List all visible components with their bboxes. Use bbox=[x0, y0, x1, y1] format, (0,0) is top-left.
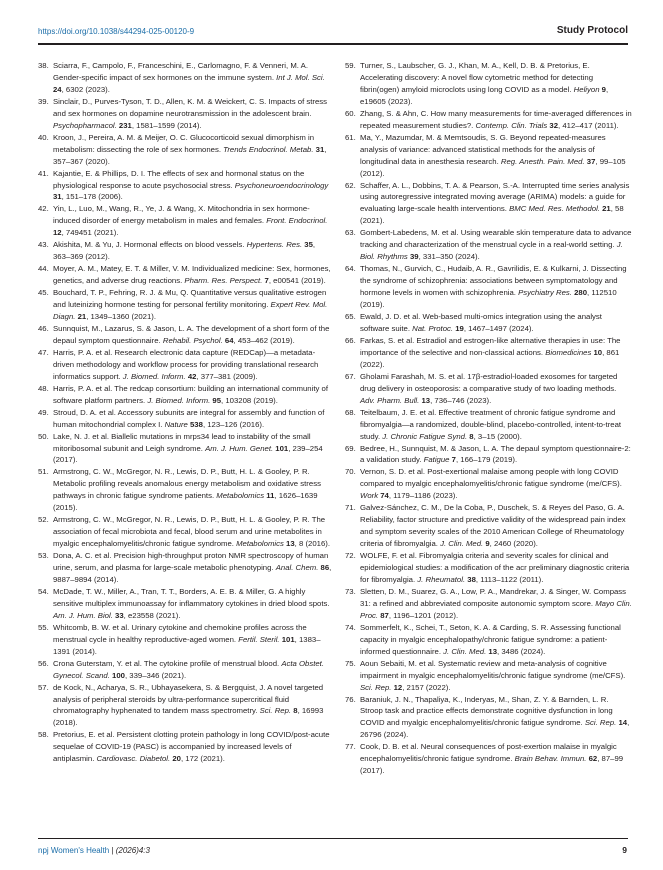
reference-volume: 7 bbox=[264, 276, 269, 286]
reference-pages: , 1383–1391 (2014). bbox=[53, 634, 321, 656]
reference-volume: 14 bbox=[618, 718, 628, 728]
reference-volume: 37 bbox=[586, 156, 596, 166]
reference-pages: , 166–179 (2019). bbox=[455, 455, 518, 465]
reference-volume: 31 bbox=[315, 144, 325, 154]
reference-text: Sciarra, F., Campolo, F., Franceschini, E., Carlomagno, F. & Venneri, M. A. Gender-specific impact of sex hormones on the immune system. bbox=[53, 61, 308, 82]
reference-number: 59. bbox=[345, 61, 356, 70]
reference-number: 65. bbox=[345, 312, 356, 322]
reference-number: 58. bbox=[38, 730, 49, 740]
reference-pages: , 26796 (2024). bbox=[360, 718, 630, 740]
reference-pages: , 339–346 (2021). bbox=[124, 670, 187, 680]
reference-volume: 31 bbox=[53, 192, 62, 202]
reference-journal: Expert Rev. Mol. Diagn. bbox=[53, 300, 328, 322]
reference-number: 60. bbox=[345, 108, 356, 118]
reference-volume: 21 bbox=[602, 204, 611, 214]
reference-item bbox=[38, 514, 334, 550]
reference-item bbox=[345, 60, 633, 108]
reference-journal: Metabolomics bbox=[236, 539, 284, 549]
reference-number: 68. bbox=[345, 407, 356, 417]
reference-item bbox=[38, 287, 334, 323]
reference-journal: Nat. Protoc. bbox=[412, 323, 454, 333]
reference-text: Ewald, J. D. et al. Web-based multi-omics integration using the analyst software suite. bbox=[360, 312, 602, 333]
footer bbox=[38, 846, 150, 855]
reference-text: Gholami Farashah, M. S. et al. 17β-estradiol-loaded exosomes for targeted drug delivery in osteoporosis: a comparative study of two loading methods. bbox=[360, 371, 618, 393]
reference-volume: 87 bbox=[380, 610, 389, 620]
reference-item bbox=[345, 658, 633, 694]
reference-journal: J. Clin. Med. bbox=[443, 646, 487, 656]
reference-volume: 12 bbox=[393, 682, 403, 692]
reference-pages: , 357–367 (2020). bbox=[53, 144, 327, 166]
reference-journal: Nature bbox=[164, 419, 188, 429]
reference-pages: , e00541 (2019). bbox=[268, 276, 326, 286]
reference-item bbox=[38, 431, 334, 467]
reference-text: Bouchard, T. P., Fehring, R. J. & Mu, Q. Quantitative versus qualitative estrogen and luteinizing hormone testing for personal fertility monitoring. bbox=[53, 288, 327, 310]
reference-volume: 11 bbox=[266, 491, 275, 501]
reference-number: 50. bbox=[38, 431, 49, 441]
reference-text: Ma, Y., Mazumdar, M. & Memtsoudis, S. G. Beyond repeated-measures analysis of variance: advanced statistical methods for the analysis of longitudinal data in anesthesia research. bbox=[360, 132, 606, 166]
reference-number: 63. bbox=[345, 228, 356, 238]
reference-journal: Psychiatry Res. bbox=[518, 288, 572, 298]
reference-pages: , 3–15 (2000). bbox=[473, 431, 522, 441]
reference-pages: , 9887–9894 (2014). bbox=[53, 563, 332, 584]
reference-volume: 13 bbox=[488, 646, 498, 656]
reference-item bbox=[38, 347, 334, 383]
reference-number: 48. bbox=[38, 383, 49, 393]
reference-text: Dona, A. C. et al. Precision high-throughput proton NMR spectroscopy of human urine, serum, and plasma for large-scale metabolic phenotyping. bbox=[53, 551, 329, 573]
reference-pages: , 453–462 (2019). bbox=[233, 335, 295, 345]
reference-journal: J. Biomed. Inform. bbox=[147, 395, 211, 405]
reference-volume: 33 bbox=[115, 610, 124, 620]
reference-text: McDade, T. W., Miller, A., Tran, T. T., Borders, A. E. B. & Miller, G. A highly sensitive multiplex immunoassay for inflammatory cytokines in dried blood spots. bbox=[53, 586, 330, 608]
reference-text: de Kock, N., Acharya, S. R., Ubhayasekera, S. & Bergquist, J. A novel targeted analysis of peripheral steroids by ultra-performance supercritical fluid chromatography hyphenated to tandem mass spectrometry. bbox=[53, 682, 324, 716]
reference-volume: 20 bbox=[172, 754, 181, 764]
reference-text: Zhang, S. & Ahn, C. How many measurements for time-averaged differences in repeated measurement studies?. bbox=[360, 108, 632, 130]
reference-pages: , 87–99 (2017). bbox=[360, 754, 624, 776]
reference-volume: 100 bbox=[112, 670, 125, 680]
reference-item bbox=[38, 60, 334, 96]
reference-volume: 38 bbox=[467, 574, 476, 584]
reference-journal: Biomedicines bbox=[545, 347, 592, 357]
reference-number: 55. bbox=[38, 622, 49, 632]
reference-journal: Trends Endocrinol. Metab. bbox=[223, 144, 314, 154]
reference-journal: Am. J. Hum. Biol. bbox=[53, 610, 113, 620]
reference-pages: , 749451 (2021). bbox=[61, 228, 119, 238]
reference-item bbox=[38, 203, 334, 239]
reference-number: 52. bbox=[38, 515, 49, 525]
reference-text: Sinclair, D., Purves-Tyson, T. D., Allen, K. M. & Weickert, C. S. Impacts of stress and sex hormones on dopamine neurotransmission in the adolescent brain. bbox=[53, 96, 328, 118]
reference-item bbox=[38, 323, 334, 347]
reference-journal: Pharm. Res. Perspect. bbox=[184, 276, 263, 286]
reference-journal: Hypertens. Res. bbox=[246, 240, 303, 250]
reference-journal: Heliyon bbox=[573, 84, 600, 94]
reference-journal: Anal. Chem. bbox=[275, 563, 319, 573]
reference-item bbox=[38, 682, 334, 730]
reference-pages: , e23558 (2021). bbox=[123, 610, 181, 620]
reference-volume: 8 bbox=[469, 431, 474, 441]
reference-volume: 12 bbox=[53, 228, 62, 238]
reference-pages: , 1626–1639 (2015). bbox=[53, 491, 318, 513]
reference-text: WOLFE, F. et al. Fibromyalgia criteria and severity scales for clinical and epidemiological studies: a modification of the acr preliminary diagnostic criteria for fibromyalgia. bbox=[360, 551, 630, 584]
reference-volume: 19 bbox=[455, 323, 464, 333]
reference-pages: , 8 (2016). bbox=[294, 539, 330, 549]
reference-number: 46. bbox=[38, 323, 49, 333]
reference-pages: , 239–254 (2017). bbox=[53, 443, 323, 465]
reference-item bbox=[38, 263, 334, 287]
reference-number: 49. bbox=[38, 407, 49, 417]
reference-text: Kajantie, E. & Phillips, D. I. The effects of sex and hormonal status on the physiological response to acute psychosocial stress. bbox=[53, 168, 305, 190]
reference-journal: Sci. Rep. bbox=[360, 682, 392, 692]
reference-pages: , 112510 (2019). bbox=[360, 288, 617, 310]
reference-volume: 231 bbox=[118, 120, 132, 130]
reference-journal: Acta Obstet. Gynecol. Scand. bbox=[53, 658, 324, 680]
reference-text: Turner, S., Laubscher, G. J., Khan, M. A., Kell, D. B. & Pretorius, E. Accelerating discovery: A novel flow cytometric method for detecting fibrin(ogen) amyloid microclots using long COVID as a model. bbox=[360, 61, 594, 94]
reference-text: Bedree, H., Sunnquist, M. & Jason, L. A. The depaul symptom questionnaire-2: a validation study. bbox=[360, 443, 631, 465]
reference-number: 75. bbox=[345, 658, 356, 668]
reference-journal: J. Biomed. Inform. bbox=[122, 371, 186, 381]
reference-item bbox=[38, 407, 334, 431]
reference-number: 72. bbox=[345, 551, 356, 561]
reference-volume: 86 bbox=[320, 563, 330, 573]
reference-text: Thomas, N., Gurvich, C., Hudaib, A. R., Gavrilidis, E. & Kulkarni, J. Dissecting the syndrome of schizophrenia: associations between symptomatology and hormone levels in women with schizophrenia. bbox=[360, 264, 627, 298]
references-left-column bbox=[38, 60, 334, 765]
reference-volume: 24 bbox=[53, 84, 62, 94]
footer-rule bbox=[38, 838, 628, 839]
reference-volume: 62 bbox=[588, 754, 598, 764]
reference-text: Farkas, S. et al. Estradiol and estrogen-like alternative therapies in use: The importance of the selective and non-classical actions. bbox=[360, 335, 621, 357]
reference-journal: Psychopharmacol. bbox=[53, 120, 117, 130]
reference-number: 45. bbox=[38, 288, 49, 298]
reference-volume: 7 bbox=[451, 455, 456, 465]
reference-journal: Sci. Rep. bbox=[259, 706, 292, 716]
reference-number: 77. bbox=[345, 742, 356, 752]
reference-journal: Work bbox=[360, 491, 379, 501]
reference-item bbox=[345, 466, 633, 502]
reference-volume: 35 bbox=[304, 240, 313, 250]
reference-item bbox=[345, 371, 633, 407]
header-rule bbox=[38, 43, 628, 45]
reference-text: Kroon, J., Pereira, A. M. & Meijer, O. C. Glucocorticoid sexual dimorphism in metabolism: dissecting the role of sex hormones. bbox=[53, 132, 315, 154]
reference-pages: , 123–126 (2016). bbox=[202, 419, 265, 429]
reference-journal: J. Clin. Med. bbox=[440, 539, 484, 549]
reference-pages: , 1349–1360 (2021). bbox=[86, 312, 156, 322]
reference-item bbox=[38, 383, 334, 407]
reference-volume: 42 bbox=[187, 371, 197, 381]
reference-pages: , 3486 (2024). bbox=[497, 646, 546, 656]
reference-text: Gombert-Labedens, M. et al. Using wearable skin temperature data to advance tracking and characterization of the menstrual cycle in a real-world setting. bbox=[360, 228, 632, 250]
reference-volume: 9 bbox=[485, 539, 490, 549]
reference-text: Pretorius, E. et al. Persistent clotting protein pathology in long COVID/post-acute sequelae of COVID-19 (PASC) is accompanied by increased levels of antiplasmin. bbox=[53, 730, 330, 764]
reference-number: 76. bbox=[345, 694, 356, 704]
reference-text: Yin, L., Luo, M., Wang, R., Ye, J. & Wang, X. Mitochondria in sex hormone-induced disorder of energy metabolism in males and females. bbox=[53, 204, 310, 226]
reference-pages: , 412–417 (2011). bbox=[558, 120, 619, 130]
reference-number: 41. bbox=[38, 168, 49, 178]
reference-text: Schaffer, A. L., Dobbins, T. A. & Pearson, S.-A. Interrupted time series analysis using autoregressive integrated moving average (ARIMA) models: a guide for evaluating large-scale health interventions. bbox=[360, 180, 630, 214]
doi-link[interactable]: https://doi.org/10.1038/s44294-025-00120-9 bbox=[38, 27, 195, 36]
reference-pages: , 331–350 (2024). bbox=[418, 252, 480, 262]
reference-text: Vernon, S. D. et al. Post-exertional malaise among people with long COVID compared to myalgic encephalomyelitis/chronic fatigue syndrome (me/CFS). bbox=[360, 467, 622, 489]
reference-text: Cook, D. B. et al. Neural consequences of post-exertion malaise in myalgic encephalomyelitis/chronic fatigue syndrome. bbox=[360, 742, 617, 764]
reference-number: 64. bbox=[345, 264, 356, 274]
reference-number: 44. bbox=[38, 264, 49, 274]
reference-item bbox=[345, 108, 633, 132]
reference-volume: 9 bbox=[601, 84, 606, 94]
reference-item bbox=[345, 586, 633, 622]
reference-text: Armstrong, C. W., McGregor, N. R., Lewis, D. P., Butt, H. L. & Gooley, P. R. The association of fecal microbiota and fecal, blood serum and urine metabolites in myalgic encephalomyelitis/chronic fatigue syndrome. bbox=[53, 515, 326, 549]
reference-pages: , 58 (2021). bbox=[360, 204, 624, 226]
reference-volume: 64 bbox=[224, 335, 234, 345]
reference-text: Sunnquist, M., Lazarus, S. & Jason, L. A. The development of a short form of the depaul symptom questionnaire. bbox=[53, 323, 330, 345]
reference-volume: 13 bbox=[286, 539, 295, 549]
reference-text: Moyer, A. M., Matey, E. T. & Miller, V. M. Individualized medicine: Sex, hormones, genetics, and adverse drug reactions. bbox=[53, 264, 331, 286]
reference-volume: 95 bbox=[212, 395, 222, 405]
reference-number: 43. bbox=[38, 240, 49, 250]
reference-item bbox=[38, 622, 334, 658]
reference-volume: 8 bbox=[293, 706, 298, 716]
reference-journal: Fertil. Steril. bbox=[238, 634, 280, 644]
reference-text: Aoun Sebaiti, M. et al. Systematic review and meta-analysis of cognitive impairment in myalgic encephalomyelitis/chronic fatigue syndrome (me/CFS). bbox=[360, 658, 626, 680]
reference-item bbox=[345, 550, 633, 586]
reference-number: 69. bbox=[345, 443, 356, 453]
reference-journal: Front. Endocrinol. bbox=[266, 216, 328, 226]
reference-pages: , 1581–1599 (2014). bbox=[131, 120, 202, 130]
reference-number: 61. bbox=[345, 132, 356, 142]
reference-number: 62. bbox=[345, 180, 356, 190]
reference-item bbox=[345, 622, 633, 658]
reference-journal: Adv. Pharm. Bull. bbox=[360, 395, 420, 405]
section-label: Study Protocol bbox=[556, 25, 628, 36]
reference-journal: J. Biol. Rhythms bbox=[360, 240, 623, 262]
page-number: 9 bbox=[622, 845, 627, 855]
reference-volume: 13 bbox=[421, 395, 431, 405]
reference-number: 54. bbox=[38, 586, 49, 596]
reference-volume: 32 bbox=[549, 120, 559, 130]
reference-text: Armstrong, C. W., McGregor, N. R., Lewis, D. P., Butt, H. L. & Gooley, P. R. Metabolic profiling reveals anomalous energy metabolism and oxidative stress pathways in chronic fatigue syndrome patients. bbox=[53, 467, 321, 501]
reference-journal: Contemp. Clin. Trials bbox=[475, 120, 548, 130]
reference-number: 38. bbox=[38, 61, 49, 70]
reference-item bbox=[38, 239, 334, 263]
reference-text: Akishita, M. & Yu, J. Hormonal effects on blood vessels. bbox=[53, 240, 247, 250]
reference-journal: BMC Med. Res. Methodol. bbox=[509, 204, 600, 214]
reference-item bbox=[345, 335, 633, 371]
reference-pages: , e19605 (2023). bbox=[360, 84, 609, 106]
reference-pages: , 6302 (2023). bbox=[61, 84, 110, 94]
reference-volume: 74 bbox=[380, 491, 389, 501]
reference-item bbox=[345, 132, 633, 180]
reference-volume: 10 bbox=[593, 347, 603, 357]
reference-journal: Rehabil. Psychol. bbox=[162, 335, 223, 345]
reference-journal: Cardiovasc. Diabetol. bbox=[96, 754, 171, 764]
reference-text: Lake, N. J. et al. Biallelic mutations in mrps34 lead to instability of the small mitoribosomal subunit and Leigh syndrome. bbox=[53, 431, 311, 453]
reference-pages: , 1196–1201 (2012). bbox=[388, 610, 459, 620]
reference-pages: , 2157 (2022). bbox=[402, 682, 451, 692]
reference-journal: Metabolomics bbox=[216, 491, 265, 501]
reference-item bbox=[38, 586, 334, 622]
reference-number: 73. bbox=[345, 586, 356, 596]
reference-text: Stroud, D. A. et al. Accessory subunits are integral for assembly and function of human mitochondrial complex I. bbox=[53, 407, 325, 429]
reference-volume: 538 bbox=[190, 419, 203, 429]
reference-text: Teitelbaum, J. E. et al. Effective treatment of chronic fatigue syndrome and fibromyalgia—a randomized, double-blind, placebo-controlled, intent-to-treat study. bbox=[360, 407, 622, 441]
reference-number: 56. bbox=[38, 658, 49, 668]
reference-number: 47. bbox=[38, 347, 49, 357]
reference-number: 74. bbox=[345, 622, 356, 632]
reference-journal: J. Chronic Fatigue Synd. bbox=[382, 431, 468, 441]
reference-item bbox=[38, 132, 334, 168]
reference-item bbox=[38, 729, 334, 765]
footer-issue: (2026)4:3 bbox=[115, 846, 150, 855]
footer-separator: | bbox=[109, 846, 116, 855]
reference-pages: , 151–178 (2006). bbox=[61, 192, 123, 202]
reference-item bbox=[38, 466, 334, 514]
reference-volume: 21 bbox=[77, 312, 87, 322]
reference-journal: Mayo Clin. Proc. bbox=[360, 598, 632, 620]
reference-item bbox=[345, 311, 633, 335]
reference-journal: Brain Behav. Immun. bbox=[514, 754, 587, 764]
reference-number: 70. bbox=[345, 467, 356, 477]
reference-pages: , 172 (2021). bbox=[180, 754, 225, 764]
reference-journal: Am. J. Hum. Genet. bbox=[205, 443, 274, 453]
reference-volume: 280 bbox=[574, 288, 588, 298]
reference-number: 67. bbox=[345, 371, 356, 381]
reference-item bbox=[345, 741, 633, 777]
reference-journal: Reg. Anesth. Pain. Med. bbox=[500, 156, 585, 166]
references-right-column bbox=[345, 60, 633, 777]
reference-number: 53. bbox=[38, 551, 49, 561]
reference-pages: , 2460 (2020). bbox=[489, 539, 538, 549]
reference-number: 66. bbox=[345, 335, 356, 345]
reference-item bbox=[38, 658, 334, 682]
footer-journal-link[interactable]: npj Women's Health bbox=[38, 846, 110, 855]
reference-pages: , 99–105 (2012). bbox=[360, 156, 626, 178]
reference-text: Harris, P. A. et al. Research electronic data capture (REDCap)—a metadata-driven methodology and workflow process for providing translational research informatics support. bbox=[53, 347, 319, 381]
reference-pages: , 1467–1497 (2024). bbox=[463, 323, 534, 333]
reference-pages: , 16993 (2018). bbox=[53, 706, 324, 728]
reference-volume: 101 bbox=[281, 634, 295, 644]
reference-item bbox=[345, 407, 633, 443]
reference-text: Sommerfelt, K., Schei, T., Seton, K. A. & Carding, S. R. Assessing functional capacity in myalgic encephalopathy/chronic fatigue syndrome: a patient-informed questionnaire. bbox=[360, 622, 621, 656]
reference-text: Whitcomb, B. W. et al. Urinary cytokine and chemokine profiles across the menstrual cycle in healthy reproductive-aged women. bbox=[53, 622, 307, 644]
reference-item bbox=[345, 443, 633, 467]
reference-text: Galvez-Sánchez, C. M., De la Coba, P., Duschek, S. & Reyes del Paso, G. A. Reliability, factor structure and predictive validity of the widespread pain index and symptom severity scales of the 2010 American College of Rheumatology criteria of fibromyalgia. bbox=[360, 503, 626, 549]
reference-number: 39. bbox=[38, 96, 49, 106]
reference-volume: 101 bbox=[275, 443, 289, 453]
reference-item bbox=[38, 550, 334, 586]
reference-number: 40. bbox=[38, 132, 49, 142]
reference-item bbox=[38, 96, 334, 132]
reference-item bbox=[38, 168, 334, 204]
reference-item bbox=[345, 263, 633, 311]
reference-pages: , 1179–1186 (2023). bbox=[388, 491, 458, 501]
reference-number: 57. bbox=[38, 682, 49, 692]
reference-item bbox=[345, 694, 633, 742]
reference-journal: Fatigue bbox=[423, 455, 450, 465]
reference-pages: , 1113–1122 (2011). bbox=[475, 574, 544, 584]
reference-pages: , 861 (2022). bbox=[360, 347, 620, 369]
reference-journal: J. Rheumatol. bbox=[417, 574, 466, 584]
reference-number: 71. bbox=[345, 503, 356, 513]
reference-pages: , 377–381 (2009). bbox=[196, 371, 258, 381]
reference-pages: , 736–746 (2023). bbox=[430, 395, 492, 405]
reference-number: 42. bbox=[38, 204, 49, 214]
reference-text: Harris, P. A. et al. The redcap consortium: building an international community of software platform partners. bbox=[53, 383, 328, 405]
reference-pages: , 363–369 (2012). bbox=[53, 240, 316, 262]
reference-text: Baraniuk, J. N., Thapaliya, K., Inderyas, M., Shan, Z. Y. & Barnden, L. R. Stroop task and practice effects demonstrate cognitive dysfunction in long COVID and myalgic encephalomyelitis/chronic fatigue syndrome. bbox=[360, 694, 613, 728]
reference-journal: Sci. Rep. bbox=[584, 718, 617, 728]
reference-text: Sletten, D. M., Suarez, G. A., Low, P. A., Mandrekar, J. & Singer, W. Compass 31: a refined and abbreviated composite autonomic symptom score. bbox=[360, 586, 627, 608]
reference-text: Crona Guterstam, Y. et al. The cytokine profile of menstrual blood. bbox=[53, 658, 282, 668]
reference-pages: , 103208 (2019). bbox=[221, 395, 278, 405]
reference-item bbox=[345, 227, 633, 263]
reference-item bbox=[345, 502, 633, 550]
reference-item bbox=[345, 180, 633, 228]
reference-volume: 39 bbox=[409, 252, 419, 262]
reference-number: 51. bbox=[38, 467, 49, 477]
reference-journal: Psychoneuroendocrinology bbox=[234, 180, 329, 190]
reference-journal: Int J. Mol. Sci. bbox=[276, 72, 325, 82]
